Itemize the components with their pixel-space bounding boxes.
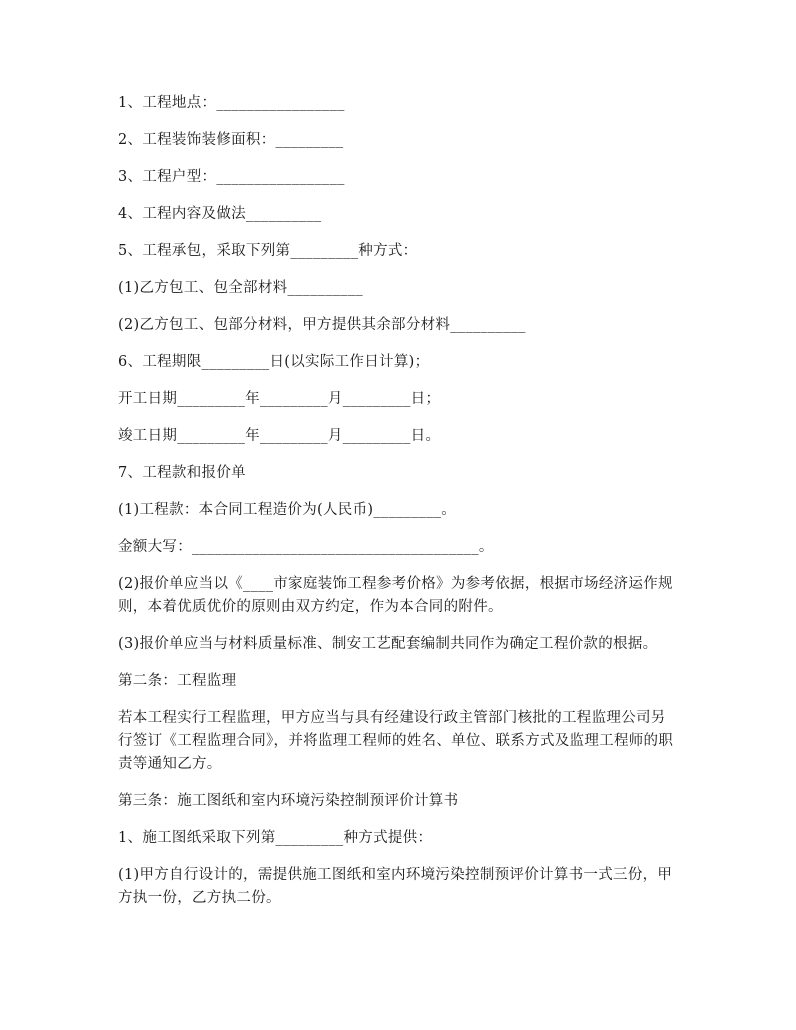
item-contract-price: (1)工程款：本合同工程造价为(人民币)_________。 [118, 502, 457, 518]
item-quotation-basis: (2)报价单应当以《____市家庭装饰工程参考价格》为参考依据，根据市场经济运作规则，本着优质优价的原则由双方约定，作为本合同的附件。 [118, 576, 673, 615]
item-completion-date: 竣工日期_________年_________月_________日。 [118, 428, 441, 444]
item-project-duration: 6、工程期限_________日(以实际工作日计算)； [118, 354, 430, 370]
item-start-date: 开工日期_________年_________月_________日； [118, 391, 441, 407]
item-decoration-area: 2、工程装饰装修面积：_________ [118, 132, 344, 148]
item-house-type: 3、工程户型：_________________ [118, 169, 345, 185]
item-amount-in-words: 金额大写：______________________________________。 [118, 539, 494, 555]
item-content-method: 4、工程内容及做法__________ [118, 206, 322, 222]
article-three-heading: 第三条：施工图纸和室内环境污染控制预评价计算书 [118, 793, 459, 809]
item-drawing-mode: 1、施工图纸采取下列第_________种方式提供： [118, 830, 433, 846]
article-two-heading: 第二条：工程监理 [118, 673, 237, 689]
item-project-location: 1、工程地点：_________________ [118, 95, 345, 111]
item-quotation-standard: (3)报价单应当与材料质量标准、制安工艺配套编制共同作为确定工程价款的根据。 [118, 636, 658, 652]
item-contract-mode: 5、工程承包，采取下列第_________种方式： [118, 243, 418, 259]
item-self-design: (1)甲方自行设计的，需提供施工图纸和室内环境污染控制预评价计算书一式三份，甲方执一份，乙方执二份。 [118, 867, 673, 906]
document-page [118, 92, 678, 924]
item-mode-partial-materials: (2)乙方包工、包部分材料，甲方提供其余部分材料__________ [118, 317, 526, 333]
article-two-body: 若本工程实行工程监理，甲方应当与具有经建设行政主管部门核批的工程监理公司另行签订《工程监理合同》，并将监理工程师的姓名、单位、联系方式及监理工程师的职责等通知乙方。 [118, 710, 674, 772]
item-payment-heading: 7、工程款和报价单 [118, 465, 246, 481]
item-mode-all-materials: (1)乙方包工、包全部材料__________ [118, 280, 363, 296]
